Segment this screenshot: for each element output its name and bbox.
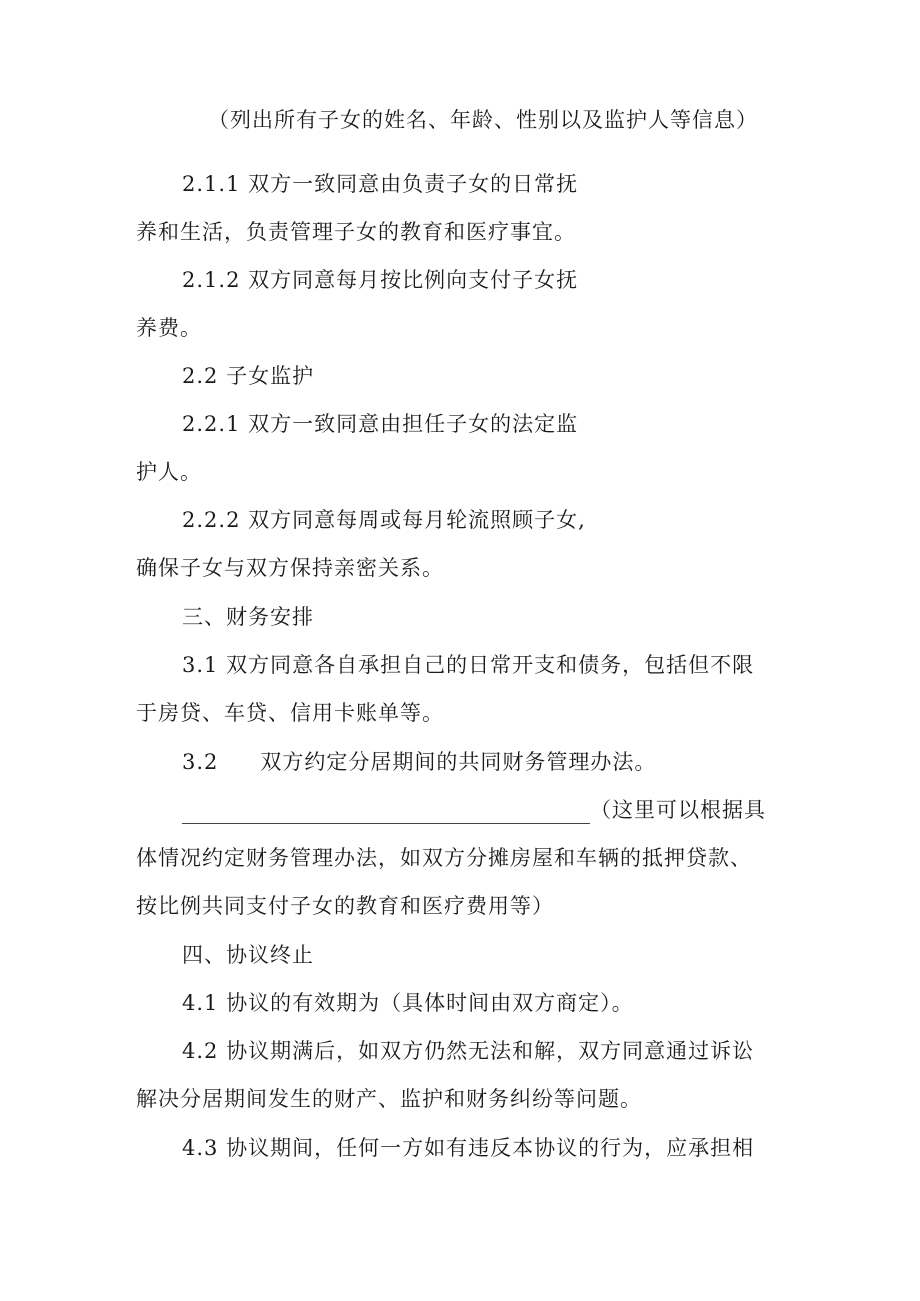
clause-3-2-number: 3.2 (182, 750, 219, 774)
clause-2-1-2-line-1: 2.1.2 双方同意每月按比例向支付子女抚 (182, 268, 579, 292)
children-info-note: （列出所有子女的姓名、年龄、性别以及监护人等信息） (208, 108, 758, 132)
clause-3-1-line-2: 于房贷、车贷、信用卡账单等。 (136, 701, 444, 725)
clause-4-2-line-1: 4.2 协议期满后，如双方仍然无法和解，双方同意通过诉讼 (182, 1039, 755, 1063)
clause-2-2-2-line-2: 确保子女与双方保持亲密关系。 (136, 556, 444, 580)
clause-2-1-1-line-2: 养和生活，负责管理子女的教育和医疗事宜。 (136, 220, 576, 244)
clause-2-2-2-line-1: 2.2.2 双方同意每周或每月轮流照顾子女, (182, 508, 586, 532)
clause-3-2-text: 双方约定分居期间的共同财务管理办法。 (260, 750, 657, 774)
section-4-heading: 四、协议终止 (182, 943, 314, 967)
clause-3-2-note-text: （这里可以根据具 (590, 798, 766, 822)
section-3-heading: 三、财务安排 (182, 605, 314, 629)
section-2-2-heading: 2.2 子女监护 (182, 364, 315, 388)
clause-4-2-line-2: 解决分居期间发生的财产、监护和财务纠纷等问题。 (136, 1087, 642, 1111)
fill-in-blank[interactable] (182, 801, 590, 824)
clause-2-1-2-line-2: 养费。 (136, 316, 202, 340)
clause-3-2 (182, 748, 656, 776)
clause-2-2-1-line-2: 护人。 (136, 460, 202, 484)
clause-4-3-line-1: 4.3 协议期间，任何一方如有违反本协议的行为，应承担相 (182, 1136, 755, 1160)
clause-2-2-1-line-1: 2.2.1 双方一致同意由担任子女的法定监 (182, 412, 579, 436)
clause-3-1-line-1: 3.1 双方同意各自承担自己的日常开支和债务，包括但不限 (182, 653, 755, 677)
clause-3-2-note-line-3: 按比例共同支付子女的教育和医疗费用等） (136, 894, 554, 918)
clause-2-1-1-line-1: 2.1.1 双方一致同意由负责子女的日常抚 (182, 172, 579, 196)
clause-3-2-note-line-2: 体情况约定财务管理办法，如双方分摊房屋和车辆的抵押贷款、 (136, 846, 752, 870)
clause-4-1: 4.1 协议的有效期为（具体时间由双方商定）。 (182, 991, 634, 1015)
clause-3-2-note-line-1 (182, 796, 766, 824)
